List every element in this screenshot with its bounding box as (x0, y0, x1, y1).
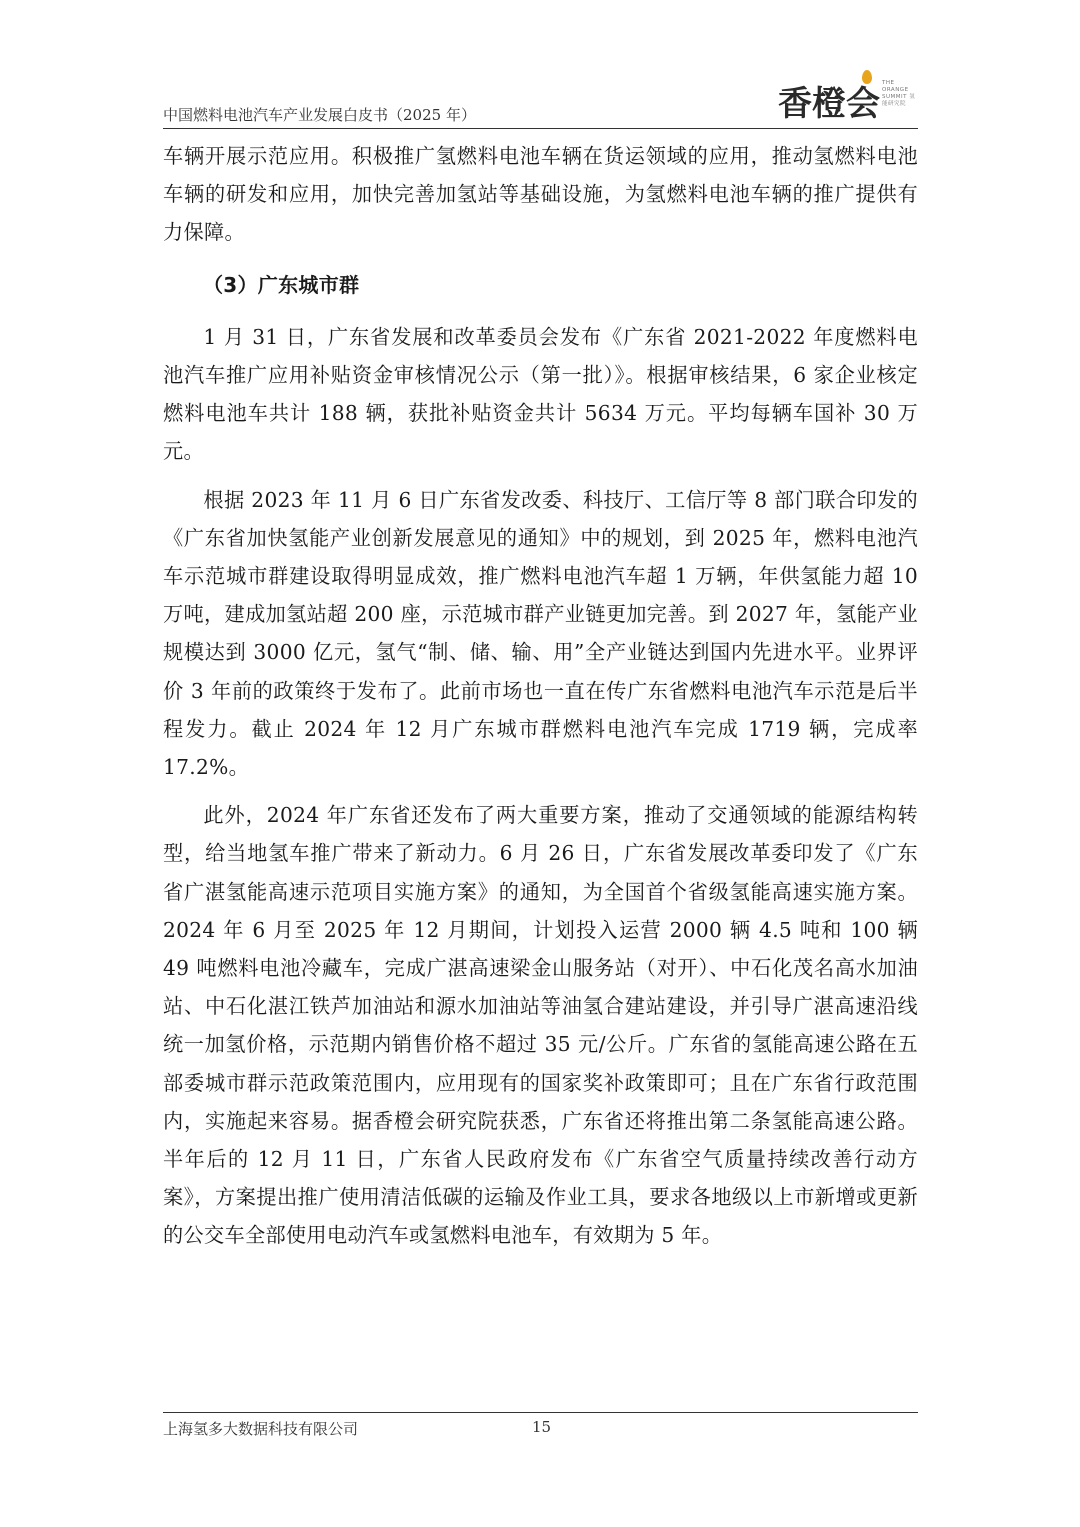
paragraph-subsidy: 1 月 31 日，广东省发展和改革委员会发布《广东省 2021-2022 年度燃料电池汽车推广应用补贴资金审核情况公示（第一批）》。根据审核结果，6 家企业核定燃料电池车共计 188 辆，获批补贴资金共计 5634 万元。平均每辆车国补 30 万元。 (163, 324, 918, 464)
paragraph-plan: 根据 2023 年 11 月 6 日广东省发改委、科技厅、工信厅等 8 部门联合印发的《广东省加快氢能产业创新发展意见的通知》中的规划，到 2025 年，燃料电池汽车示范城市群建设取得明显成效，推广燃料电池汽车超 1 万辆，年供氢能力超 10 万吨，建成加氢站超 200 座，示范城市群产业链更加完善。到 2027 年，氢能产业规模达到 3000 亿元，氢气“制、储、输、用”全产业链达到国内先进水平。业界评价 3 年前的政策终于发布了。此前市场也一直在传广东省燃料电池汽车示范是后半程发力。截止 2024 年 12 月广东城市群燃料电池汽车完成 1719 辆，完成率 17.2%。 (163, 487, 918, 780)
section-heading: （3）广东城市群 (203, 272, 360, 297)
footer-company: 上海氢多大数据科技有限公司 (163, 1420, 359, 1438)
page-number: 15 (532, 1418, 552, 1436)
flame-icon (862, 70, 872, 84)
paragraph-highway: 此外，2024 年广东省还发布了两大重要方案，推动了交通领域的能源结构转型，给当地氢车推广带来了新动力。6 月 26 日，广东省发展改革委印发了《广东省广湛氢能高速示范项目实施方案》的通知，为全国首个省级氢能高速实施方案。2024 年 6 月至 2025 年 12 月期间，计划投入运营 2000 辆 4.5 吨和 100 辆 49 吨燃料电池冷藏车，完成广湛高速梁金山服务站（对开）、中石化茂名高水加油站、中石化湛江铁芦加油站和源水加油站等油氢合建站建设，并引导广湛高速沿线统一加氢价格，示范期内销售价格不超过 35 元/公斤。广东省的氢能高速公路在五部委城市群示范政策范围内，应用现有的国家奖补政策即可；且在广东省行政范围内，实施起来容易。据香橙会研究院获悉，广东省还将推出第二条氢能高速公路。半年后的 12 月 11 日，广东省人民政府发布《广东省空气质量持续改善行动方案》，方案提出推广使用清洁低碳的运输及作业工具，要求各地级以上市新增或更新的公交车全部使用电动汽车或氢燃料电池车，有效期为 5 年。 (163, 803, 918, 1248)
header-divider (163, 128, 918, 129)
logo-text: 香橙会 (778, 84, 880, 124)
document-body (163, 137, 918, 1255)
logo-subtext: THE ORANGE SUMMIT 氢能研究院 (882, 80, 916, 107)
paragraph-continued: 车辆开展示范应用。积极推广氢燃料电池车辆在货运领域的应用，推动氢燃料电池车辆的研发和应用，加快完善加氢站等基础设施，为氢燃料电池车辆的推广提供有力保障。 (163, 144, 918, 245)
brand-logo (778, 70, 920, 124)
document-header-title: 中国燃料电池汽车产业发展白皮书（2025 年） (163, 106, 476, 124)
footer-divider (163, 1412, 918, 1413)
